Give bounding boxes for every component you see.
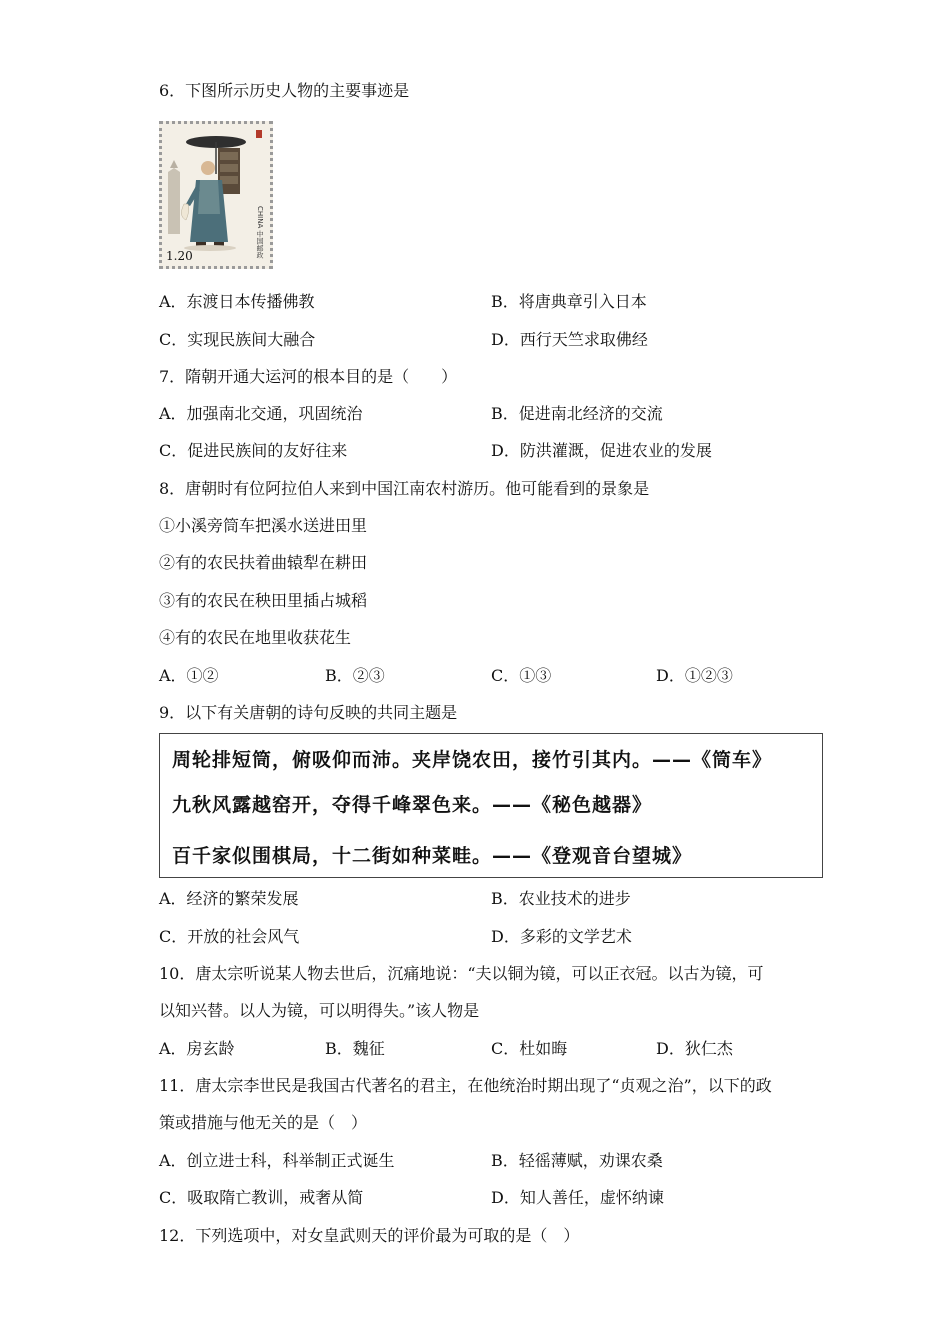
q11-option-d: D．知人善任，虚怀纳谏	[491, 1188, 664, 1207]
poem-line-1: 周轮排短筒，俯吸仰而沛。夹岸饶农田，接竹引其内。——《筒车》	[172, 749, 773, 771]
q11-option-a: A．创立进士科，科举制正式诞生	[159, 1151, 395, 1170]
q7-option-a: A．加强南北交通，巩固统治	[159, 404, 363, 423]
q11-option-c: C．吸取隋亡教训，戒奢从简	[159, 1188, 364, 1207]
stamp-country-text: CHINA 中国邮政	[256, 206, 264, 259]
q6-option-b: B．将唐典章引入日本	[491, 292, 647, 311]
q8-option-b: B．②③	[325, 666, 385, 685]
q10-option-c: C．杜如晦	[491, 1039, 568, 1058]
q9-option-a: A．经济的繁荣发展	[159, 889, 299, 908]
q7-option-c: C．促进民族间的友好往来	[159, 441, 348, 460]
poem-box	[159, 733, 823, 878]
q10-option-b: B．魏征	[325, 1039, 385, 1058]
q10-option-d: D．狄仁杰	[656, 1039, 733, 1058]
stamp-image	[159, 121, 273, 269]
q8-option-c: C．①③	[491, 666, 552, 685]
q8-item-2: ②有的农民扶着曲辕犁在耕田	[159, 553, 368, 572]
q8-option-d: D．①②③	[656, 666, 733, 685]
q11-stem-line-1: 11．唐太宗李世民是我国古代著名的君主，在他统治时期出现了“贞观之治”，以下的政	[159, 1076, 772, 1095]
q9-option-b: B．农业技术的进步	[491, 889, 631, 908]
poem-line-3: 百千家似围棋局，十二街如种菜畦。——《登观音台望城》	[172, 845, 693, 867]
monk-figure-illustration	[162, 124, 270, 266]
q8-item-3: ③有的农民在秧田里插占城稻	[159, 591, 368, 610]
q6-option-c: C．实现民族间大融合	[159, 330, 316, 349]
q8-item-1: ①小溪旁筒车把溪水送进田里	[159, 516, 368, 535]
q7-option-b: B．促进南北经济的交流	[491, 404, 663, 423]
q8-item-4: ④有的农民在地里收获花生	[159, 628, 352, 647]
q7-option-d: D．防洪灌溉，促进农业的发展	[491, 441, 712, 460]
poem-line-2: 九秋风露越窑开，夺得千峰翠色来。——《秘色越器》	[172, 794, 653, 816]
q11-option-b: B．轻徭薄赋，劝课农桑	[491, 1151, 663, 1170]
q7-stem: 7．隋朝开通大运河的根本目的是（ ）	[159, 367, 458, 386]
q10-option-a: A．房玄龄	[159, 1039, 235, 1058]
q12-stem: 12．下列选项中，对女皇武则天的评价最为可取的是（ ）	[159, 1226, 580, 1245]
q9-stem: 9．以下有关唐朝的诗句反映的共同主题是	[159, 703, 458, 722]
q9-option-c: C．开放的社会风气	[159, 927, 300, 946]
q6-option-d: D．西行天竺求取佛经	[491, 330, 648, 349]
q6-stem: 6．下图所示历史人物的主要事迹是	[159, 81, 410, 100]
q10-stem-line-2: 以知兴替。以人为镜，可以明得失。”该人物是	[159, 1001, 480, 1020]
stamp-value: 1.20	[166, 249, 193, 263]
q9-option-d: D．多彩的文学艺术	[491, 927, 632, 946]
q8-stem: 8．唐朝时有位阿拉伯人来到中国江南农村游历。他可能看到的景象是	[159, 479, 650, 498]
q10-stem-line-1: 10．唐太宗听说某人物去世后，沉痛地说：“夫以铜为镜，可以正衣冠。以古为镜，可	[159, 964, 764, 983]
q8-option-a: A．①②	[159, 666, 219, 685]
q6-option-a: A．东渡日本传播佛教	[159, 292, 315, 311]
q11-stem-line-2: 策或措施与他无关的是（ ）	[159, 1113, 368, 1132]
